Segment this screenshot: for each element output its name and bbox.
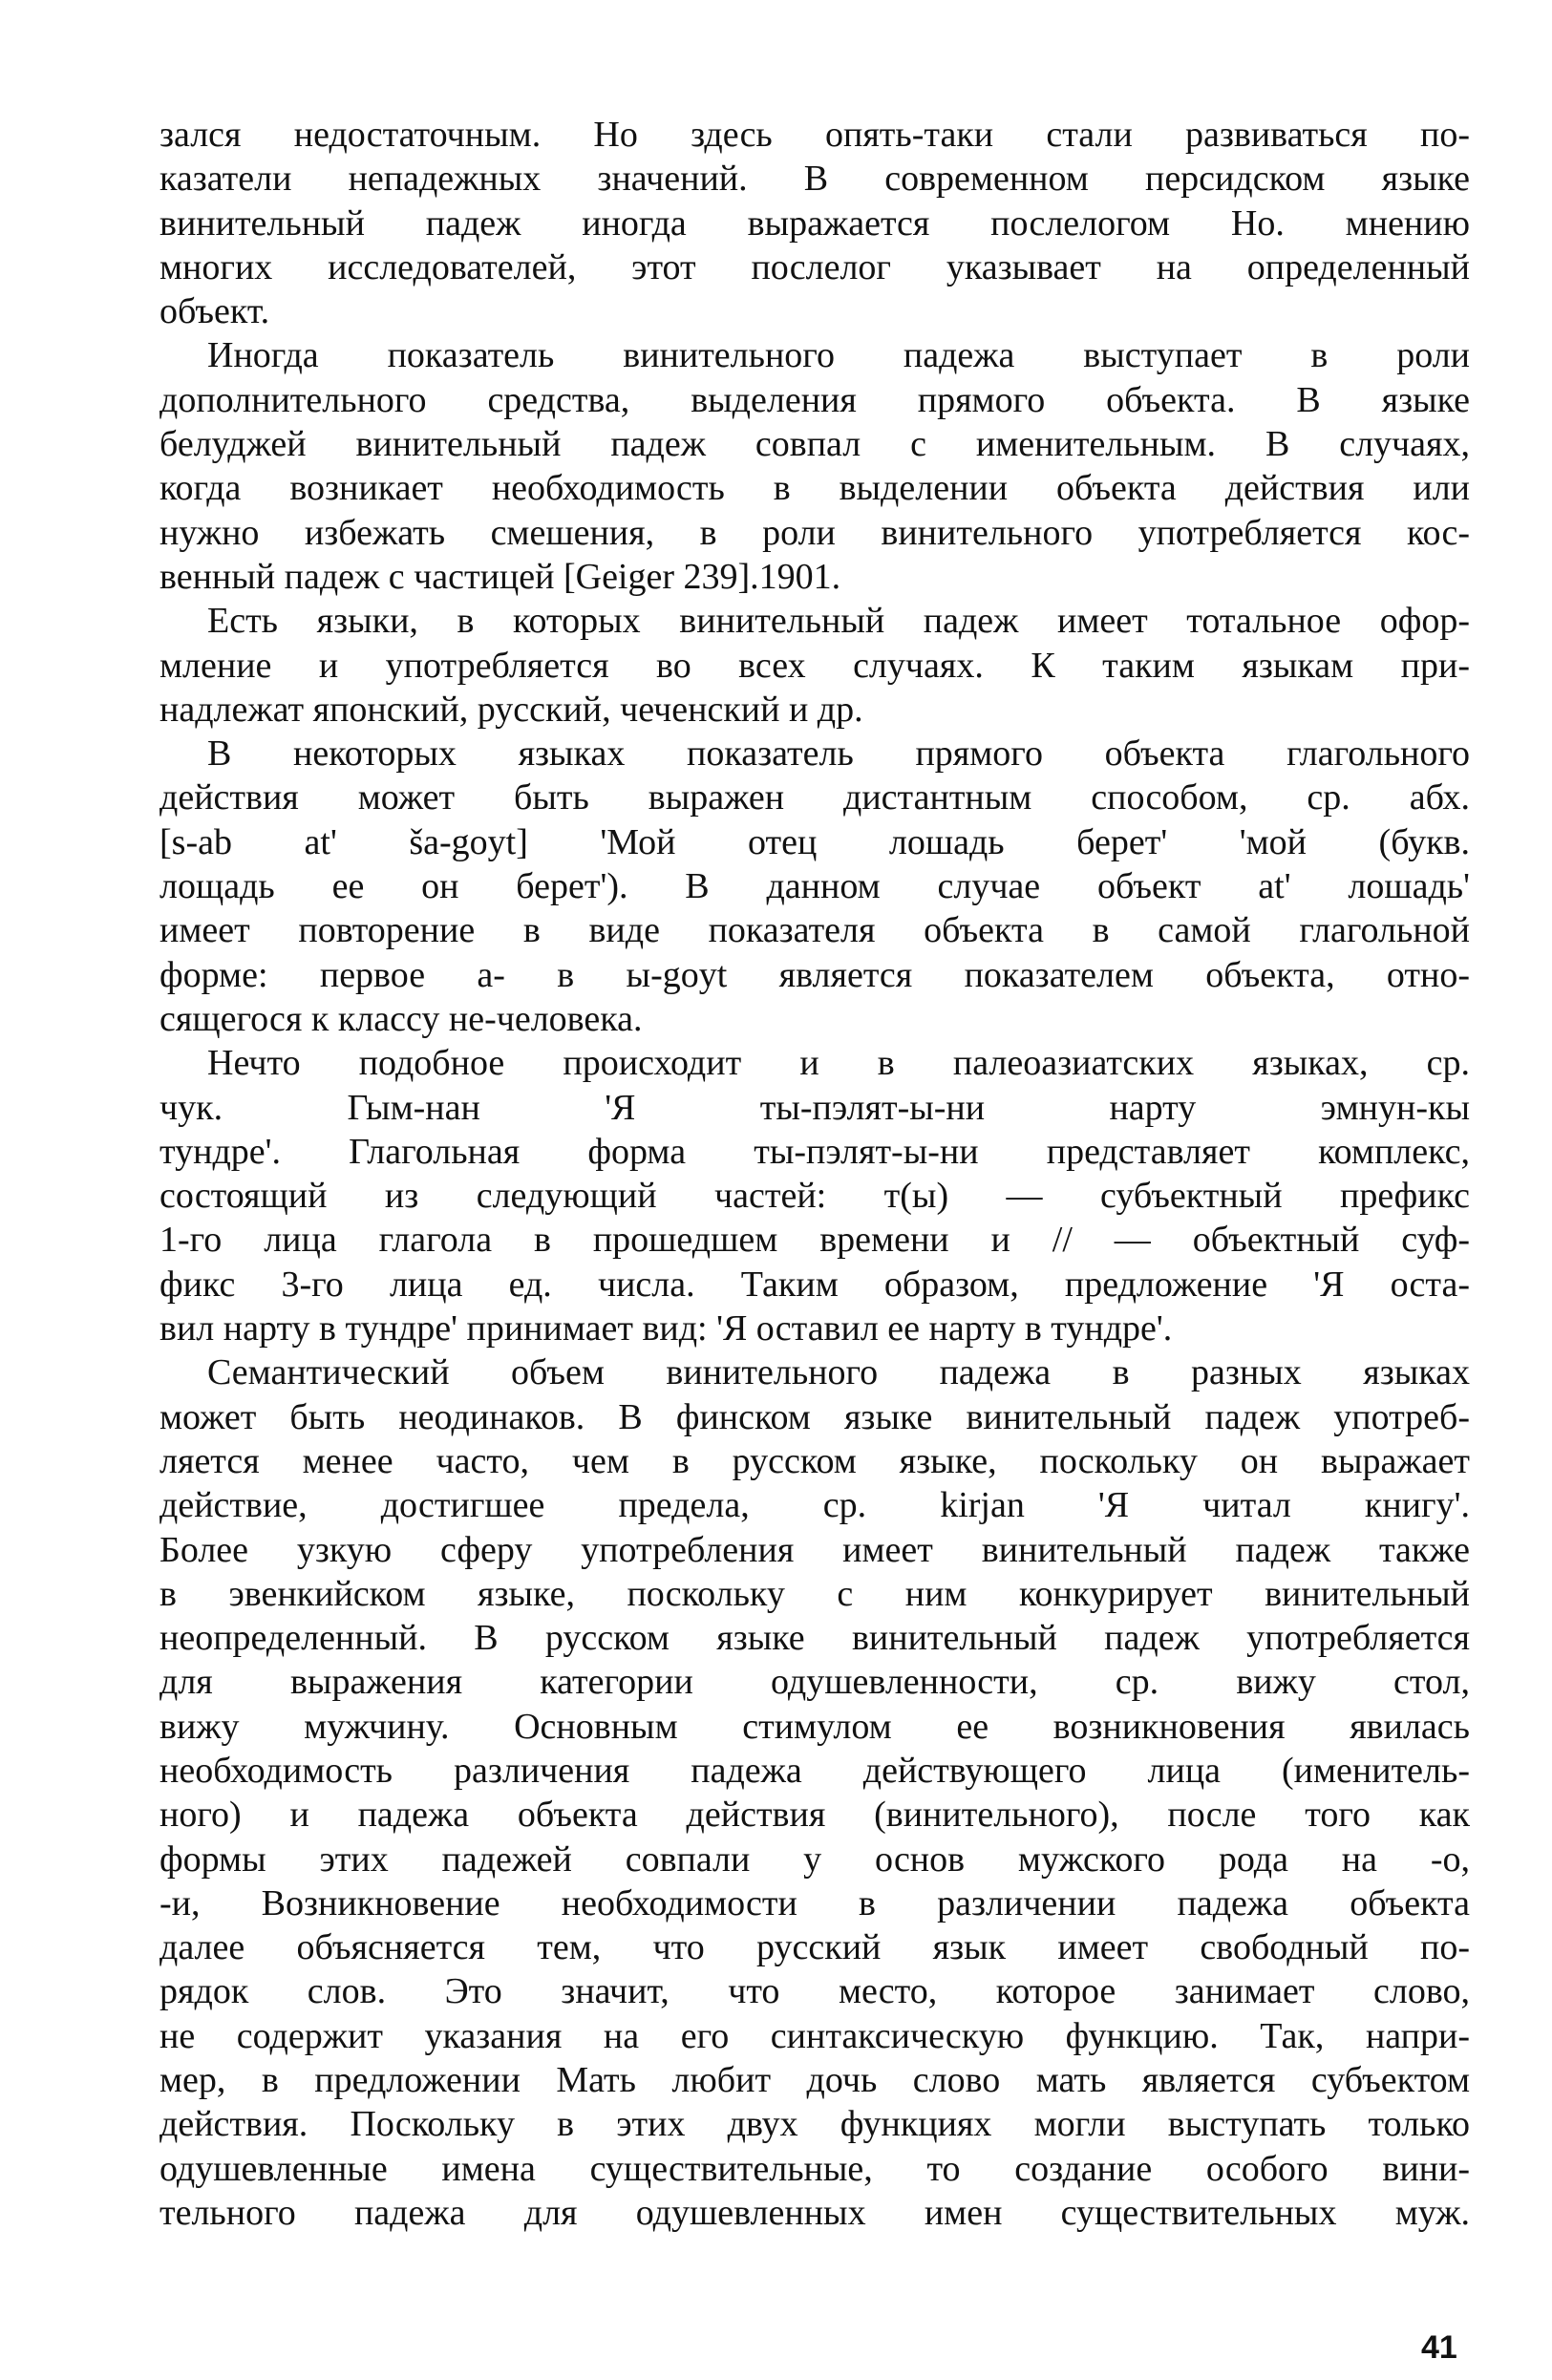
text-line: вил нарту в тундре' принимает вид: 'Я оставил ее нарту в тундре'. (159, 1308, 1173, 1349)
text-line: формы этих падежей совпали у основ мужского рода на -о, (159, 1838, 1470, 1880)
text-line: сящегося к классу не-человека. (159, 998, 643, 1039)
text-line: Семантический объем винительного падежа в разных языках (207, 1352, 1470, 1393)
text-line: надлежат японский, русский, чеченский и др. (159, 689, 863, 730)
text-line: казатели непадежных значений. В современном персидском языке (159, 159, 1470, 200)
text-line: действие, достигшее предела, ср. kirjan 'Я читал книгу'. (159, 1485, 1470, 1526)
text-line: белуджей винительный падеж совпал с именительным. В случаях, (159, 424, 1470, 465)
text-line: -и, Возникновение необходимости в различении падежа объекта (159, 1882, 1470, 1923)
text-line: форме: первое а- в ы-goyt является показателем объекта, отно- (159, 954, 1470, 995)
text-line: лощадь ее он берет'). В данном случае объект at' лошадь' (159, 866, 1470, 907)
text-line: Иногда показатель винительного падежа выступает в роли (207, 335, 1470, 376)
text-line: 1-го лица глагола в прошедшем времени и // — объектный суф- (159, 1220, 1470, 1261)
text-line: Есть языки, в которых винительный падеж имеет тотальное офор- (207, 601, 1470, 642)
text-line: ного) и падежа объекта действия (винительного), после того как (159, 1795, 1470, 1836)
text-line: необходимость различения падежа действующего лица (именитель- (159, 1750, 1470, 1791)
text-line: Более узкую сферу употребления имеет винительный падеж также (159, 1529, 1470, 1570)
text-line: многих исследователей, этот послелог указывает на определенный (159, 246, 1470, 287)
text-line: фикс 3-го лица ед. числа. Таким образом, предложение 'Я оста- (159, 1264, 1470, 1305)
text-line: венный падеж с частицей [Geiger 239].1901. (159, 556, 841, 597)
text-line: чук. Гым-нан 'Я ты-пэлят-ы-ни нарту эмнун-кы (159, 1087, 1470, 1128)
text-line: дополнительного средства, выделения прямого объекта. В языке (159, 379, 1470, 420)
text-line: состоящий из следующий частей: т(ы) — субъектный префикс (159, 1176, 1470, 1217)
text-line: действия может быть выражен дистантным способом, ср. абх. (159, 777, 1470, 818)
text-line: может быть неодинаков. В финском языке винительный падеж употреб- (159, 1396, 1470, 1437)
text-line: нужно избежать смешения, в роли винительного употребляется кос- (159, 512, 1470, 553)
text-line: ляется менее часто, чем в русском языке, поскольку он выражает (159, 1440, 1470, 1481)
text-line: неопределенный. В русском языке винительный падеж употребляется (159, 1618, 1470, 1659)
text-line: тельного падежа для одушевленных имен существительных муж. (159, 2192, 1470, 2233)
text-line: мление и употребляется во всех случаях. К таким языкам при- (159, 645, 1470, 686)
page-number: 41 (1421, 2329, 1457, 2366)
text-line: имеет повторение в виде показателя объекта в самой глагольной (159, 910, 1470, 951)
text-line: когда возникает необходимость в выделении объекта действия или (159, 468, 1470, 509)
text-line: действия. Поскольку в этих двух функциях могли выступать только (159, 2104, 1470, 2145)
text-line: винительный падеж иногда выражается послелогом Но. мнению (159, 202, 1470, 244)
text-line: рядок слов. Это значит, что место, которое занимает слово, (159, 1971, 1470, 2012)
text-line: далее объясняется тем, что русский язык имеет свободный по- (159, 1927, 1470, 1968)
text-line: тундре'. Глагольная форма ты-пэлят-ы-ни представляет комплекс, (159, 1131, 1470, 1172)
text-line: вижу мужчину. Основным стимулом ее возникновения явилась (159, 1706, 1470, 1747)
text-line: одушевленные имена существительные, то создание особого вини- (159, 2148, 1470, 2189)
page-text-block (159, 113, 1470, 2235)
text-line: для выражения категории одушевленности, ср. вижу стол, (159, 1662, 1470, 1703)
text-line: [s-ab at' ša-goyt] 'Мой отец лошадь берет' 'мой (букв. (159, 821, 1470, 862)
text-line: не содержит указания на его синтаксическую функцию. Так, напри- (159, 2015, 1470, 2056)
text-line: В некоторых языках показатель прямого объекта глагольного (207, 733, 1470, 775)
text-line: в эвенкийском языке, поскольку с ним конкурирует винительный (159, 1573, 1470, 1614)
text-line: Нечто подобное происходит и в палеоазиатских языках, ср. (207, 1043, 1470, 1084)
text-line: зался недостаточным. Но здесь опять-таки стали развиваться по- (159, 115, 1470, 155)
text-line: объект. (159, 291, 270, 332)
text-line: мер, в предложении Мать любит дочь слово мать является субъектом (159, 2060, 1470, 2101)
